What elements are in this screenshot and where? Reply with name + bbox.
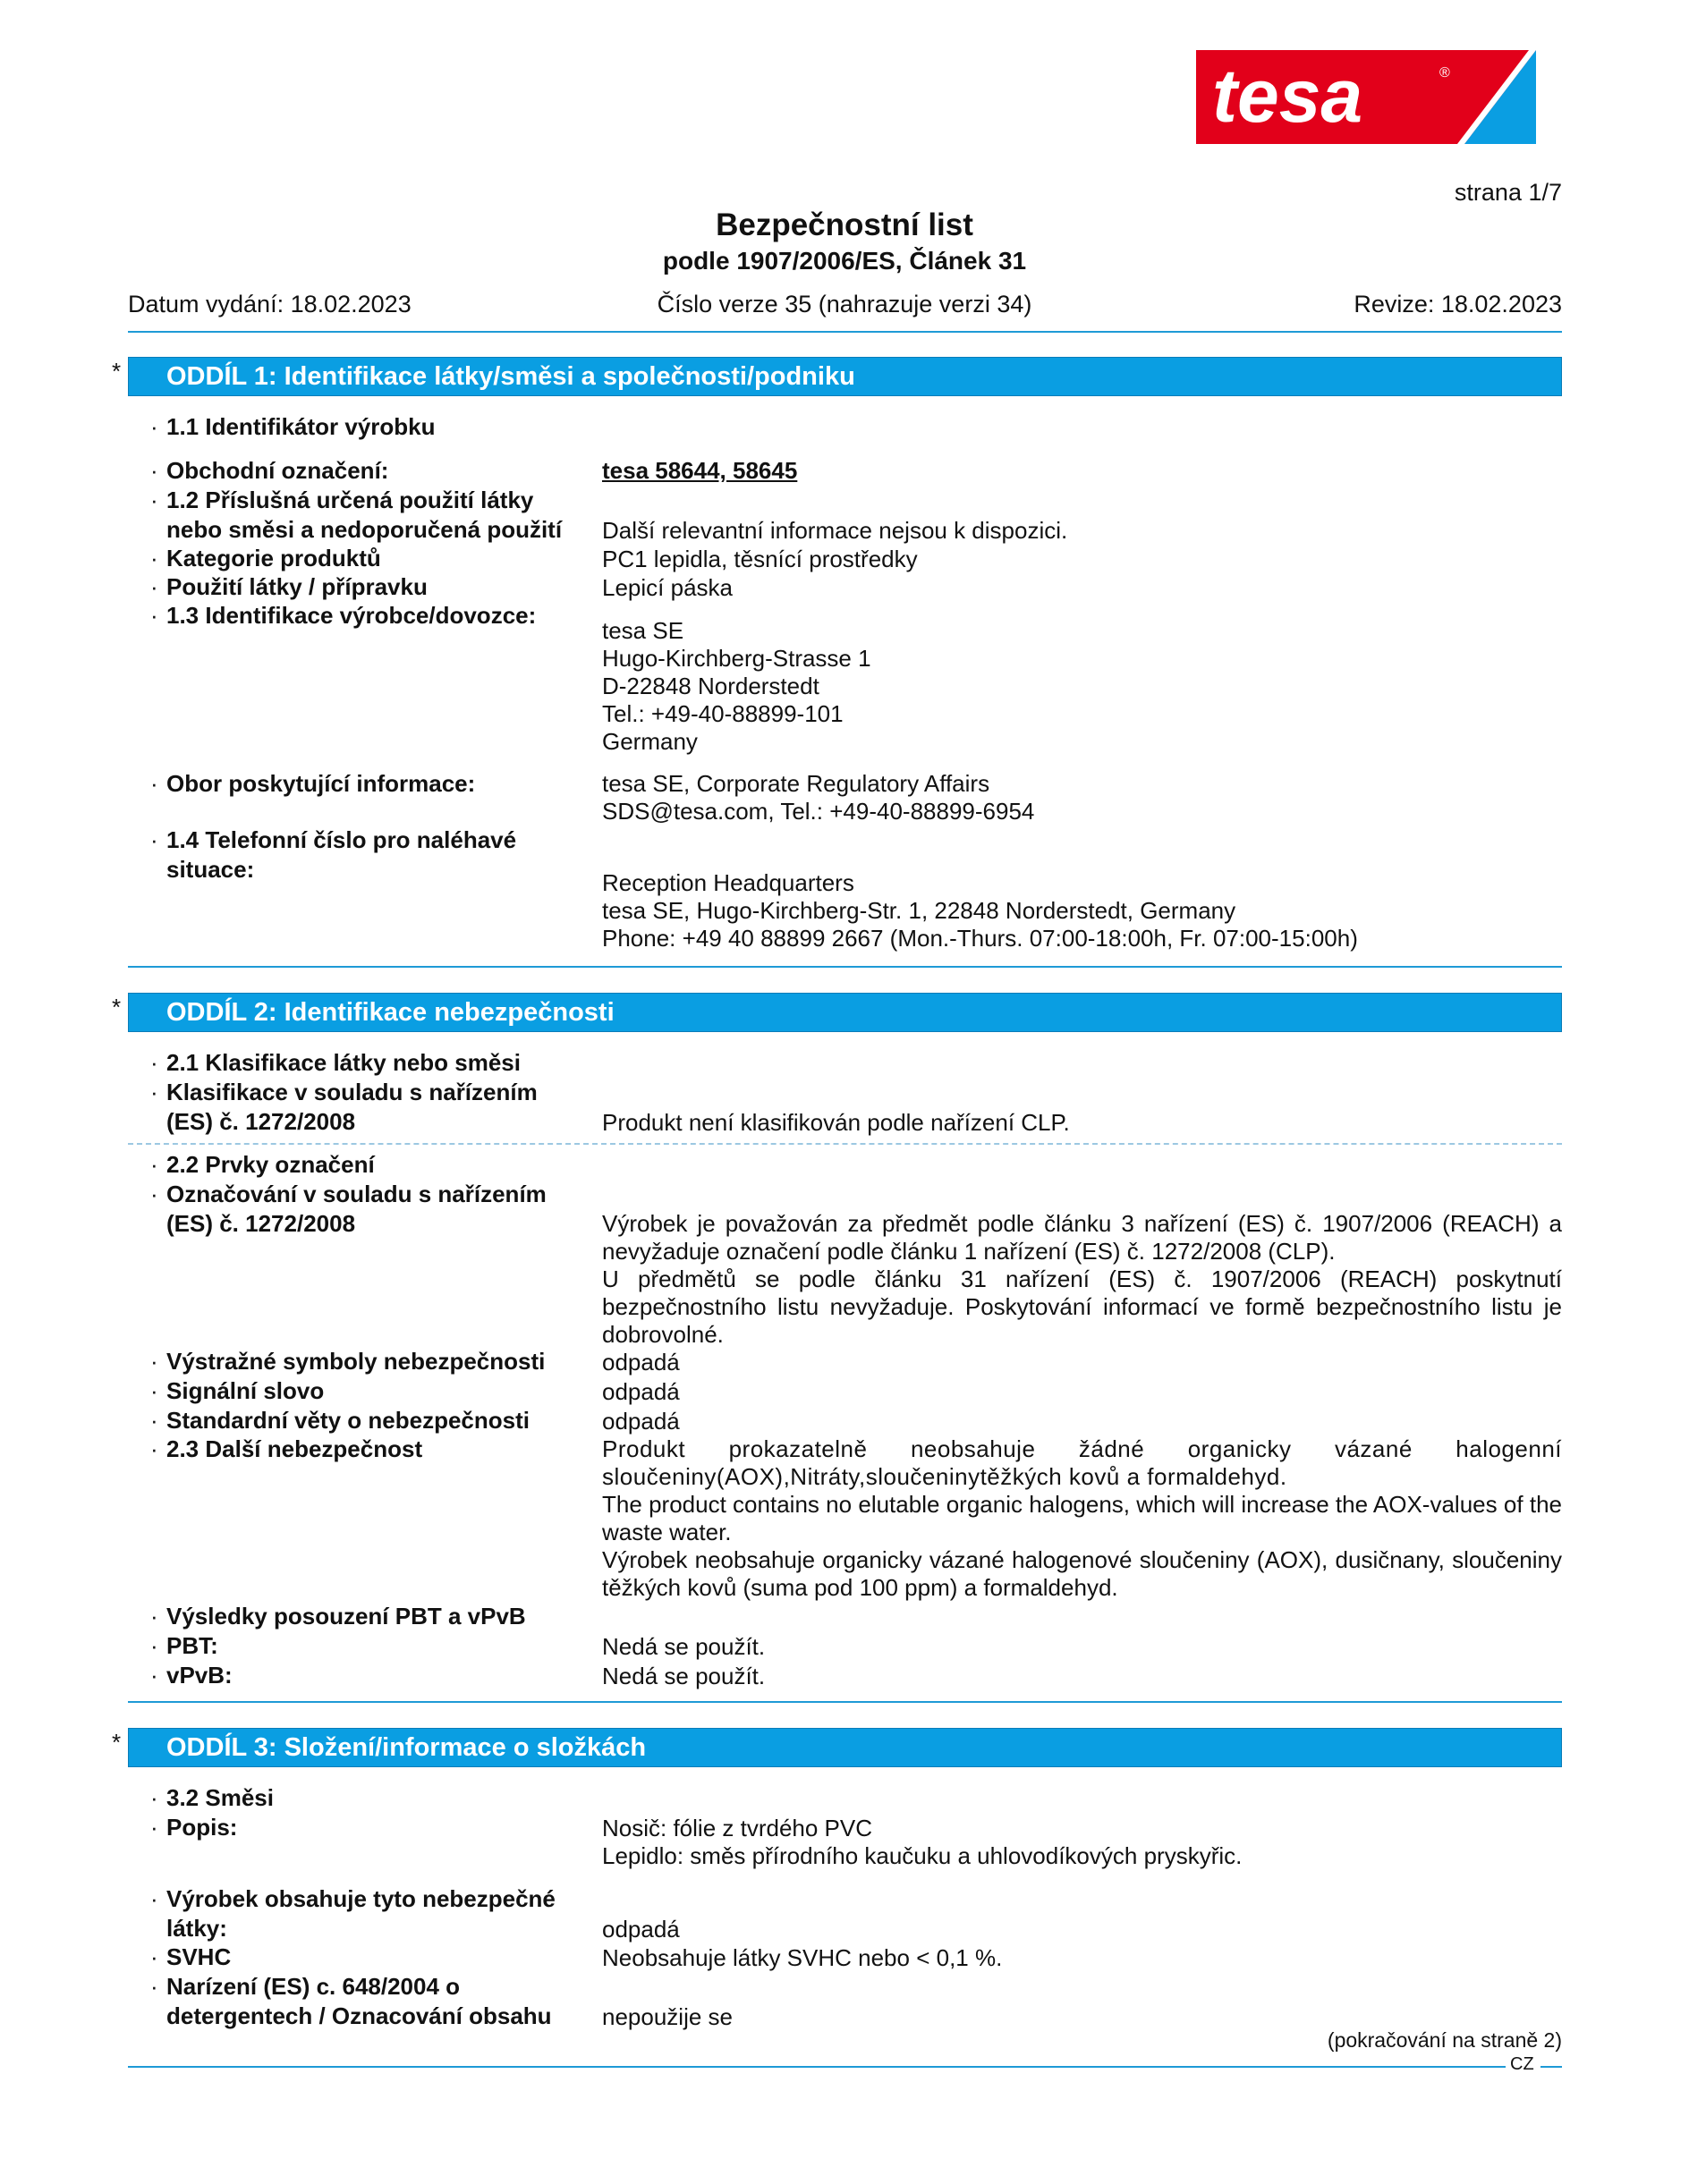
value-labelling-text	[602, 1210, 1562, 1349]
label-substance-use: · Použití látky / přípravku	[150, 573, 428, 600]
label-identified-uses-cont: nebo směsi a nedoporučená použití	[166, 516, 563, 543]
value-information-contact: SDS@tesa.com, Tel.: +49-40-88899-6954	[602, 798, 1035, 825]
section2-title: ODDÍL 2: Identifikace nebezpečnosti	[166, 998, 615, 1027]
section1-title: ODDÍL 1: Identifikace látky/směsi a společnosti/podniku	[166, 362, 855, 391]
label-hazard-pictograms: · Výstražné symboly nebezpečnosti	[150, 1348, 546, 1375]
header-divider	[128, 331, 1562, 333]
value-manufacturer-phone: Tel.: +49-40-88899-101	[602, 700, 844, 727]
label-detergents-regulation-cont: detergentech / Oznacování obsahu	[166, 2002, 552, 2029]
label-detergents-regulation: · Narízení (ES) c. 648/2004 o	[150, 1973, 461, 2000]
label-classification-regulation-cont: (ES) č. 1272/2008	[166, 1108, 356, 1135]
label-pbt: · PBT:	[150, 1632, 218, 1659]
footer-divider	[128, 2066, 1506, 2068]
section1-changed-marker: *	[112, 358, 122, 385]
value-substance-use: Lepicí páska	[602, 574, 733, 601]
version-number: Číslo verze 35 (nahrazuje verzi 34)	[657, 291, 1032, 317]
tesa-logo	[1196, 50, 1536, 144]
label-emergency-phone-cont: situace:	[166, 856, 255, 883]
label-trade-name: · Obchodní označení:	[150, 457, 389, 484]
label-classification-regulation: · Klasifikace v souladu s nařízením	[150, 1079, 538, 1105]
value-description-carrier: Nosič: fólie z tvrdého PVC	[602, 1815, 873, 1841]
label-svhc: · SVHC	[150, 1943, 232, 1970]
section2-changed-marker: *	[112, 994, 122, 1020]
label-hazardous-substances-cont: látky:	[166, 1915, 227, 1942]
other-hazards-paragraph-1: Produkt prokazatelně neobsahuje žádné organicky vázané halogenní sloučeniny(AOX),Nitráty,sloučeninytěžkých kovů a formaldehyd.	[602, 1435, 1562, 1490]
label-product-category: · Kategorie produktů	[150, 545, 381, 571]
value-trade-name: tesa 58644, 58645	[602, 457, 798, 484]
value-hazardous-substances: odpadá	[602, 1916, 680, 1943]
section2-header	[128, 993, 1562, 1032]
label-hazardous-substances: · Výrobek obsahuje tyto nebezpečné	[150, 1885, 556, 1912]
value-manufacturer-name: tesa SE	[602, 617, 684, 644]
label-pbt-assessment: · Výsledky posouzení PBT a vPvB	[150, 1603, 526, 1630]
continued-note: (pokračování na straně 2)	[1327, 2028, 1562, 2052]
section3-title: ODDÍL 3: Složení/informace o složkách	[166, 1733, 647, 1762]
value-manufacturer-city: D-22848 Norderstedt	[602, 673, 819, 699]
value-product-category: PC1 lepidla, těsnící prostředky	[602, 546, 918, 572]
logo-text: tesa	[1212, 54, 1363, 138]
value-description-adhesive: Lepidlo: směs přírodního kaučuku a uhlovodíkových pryskyřic.	[602, 1842, 1243, 1869]
page-number: strana 1/7	[1454, 179, 1562, 206]
document-subtitle: podle 1907/2006/ES, Článek 31	[662, 247, 1027, 275]
label-labelling-regulation-cont: (ES) č. 1272/2008	[166, 1210, 356, 1237]
issue-date: Datum vydání: 18.02.2023	[128, 291, 412, 317]
document-title: Bezpečnostní list	[716, 207, 973, 242]
label-information-department: · Obor poskytující informace:	[150, 770, 476, 797]
value-emergency-address: tesa SE, Hugo-Kirchberg-Str. 1, 22848 Norderstedt, Germany	[602, 897, 1236, 924]
label-label-elements: · 2.2 Prvky označení	[150, 1151, 375, 1178]
value-classification: Produkt není klasifikován podle nařízení CLP.	[602, 1109, 1070, 1136]
label-vpvb: · vPvB:	[150, 1662, 233, 1689]
label-emergency-phone: · 1.4 Telefonní číslo pro naléhavé	[150, 826, 517, 853]
section3-changed-marker: *	[112, 1729, 122, 1756]
label-hazard-statements: · Standardní věty o nebezpečnosti	[150, 1407, 530, 1434]
label-signal-word: · Signální slovo	[150, 1377, 325, 1404]
logo-registered-mark: ®	[1439, 65, 1450, 80]
revision-date: Revize: 18.02.2023	[1354, 291, 1562, 317]
label-mixtures: · 3.2 Směsi	[150, 1784, 274, 1811]
labelling-paragraph-1: Výrobek je považován za předmět podle článku 3 nařízení (ES) č. 1907/2006 (REACH) a nevyžaduje označení podle článku 1 nařízení (ES) č. 1272/2008 (CLP).	[602, 1210, 1562, 1265]
value-signal-word: odpadá	[602, 1378, 680, 1405]
other-hazards-paragraph-3: Výrobek neobsahuje organicky vázané halogenové sloučeniny (AOX), dusičnany, sloučeniny těžkých kovů (suma pod 100 ppm) a formaldehyd.	[602, 1546, 1562, 1601]
section2-divider	[128, 1701, 1562, 1703]
footer-divider-tail	[1540, 2066, 1562, 2068]
label-labelling-regulation: · Označování v souladu s nařízením	[150, 1181, 547, 1207]
language-code: CZ	[1510, 2054, 1534, 2074]
label-product-identifier: · 1.1 Identifikátor výrobku	[150, 413, 436, 440]
labelling-paragraph-2: U předmětů se podle článku 31 nařízení (ES) č. 1907/2006 (REACH) poskytnutí bezpečnostního listu nevyžaduje. Poskytování informací ve formě bezpečnostního listu je dobrovolné.	[602, 1266, 1562, 1348]
value-hazard-pictograms: odpadá	[602, 1349, 680, 1376]
label-other-hazards: · 2.3 Další nebezpečnost	[150, 1435, 423, 1462]
value-svhc: Neobsahuje látky SVHC nebo < 0,1 %.	[602, 1944, 1003, 1971]
section3-header	[128, 1728, 1562, 1767]
section1-header	[128, 357, 1562, 396]
value-information-department: tesa SE, Corporate Regulatory Affairs	[602, 770, 990, 797]
value-manufacturer-country: Germany	[602, 728, 698, 755]
section1-divider	[128, 966, 1562, 968]
subsection-divider	[128, 1143, 1562, 1145]
value-hazard-statements: odpadá	[602, 1408, 680, 1435]
label-manufacturer: · 1.3 Identifikace výrobce/dovozce:	[150, 602, 537, 629]
value-detergents-regulation: nepoužije se	[602, 2003, 733, 2030]
label-identified-uses: · 1.2 Příslušná určená použití látky	[150, 487, 534, 513]
other-hazards-paragraph-2: The product contains no elutable organic halogens, which will increase the AOX-values of the waste water.	[602, 1491, 1562, 1545]
value-identified-uses: Další relevantní informace nejsou k dispozici.	[602, 517, 1068, 544]
value-manufacturer-street: Hugo-Kirchberg-Strasse 1	[602, 645, 871, 672]
label-description: · Popis:	[150, 1814, 238, 1841]
value-pbt: Nedá se použít.	[602, 1633, 766, 1660]
label-classification: · 2.1 Klasifikace látky nebo směsi	[150, 1049, 521, 1076]
value-emergency-reception: Reception Headquarters	[602, 869, 854, 896]
value-vpvb: Nedá se použít.	[602, 1663, 766, 1689]
value-emergency-phone: Phone: +49 40 88899 2667 (Mon.-Thurs. 07:00-18:00h, Fr. 07:00-15:00h)	[602, 925, 1358, 952]
value-other-hazards	[602, 1435, 1562, 1602]
